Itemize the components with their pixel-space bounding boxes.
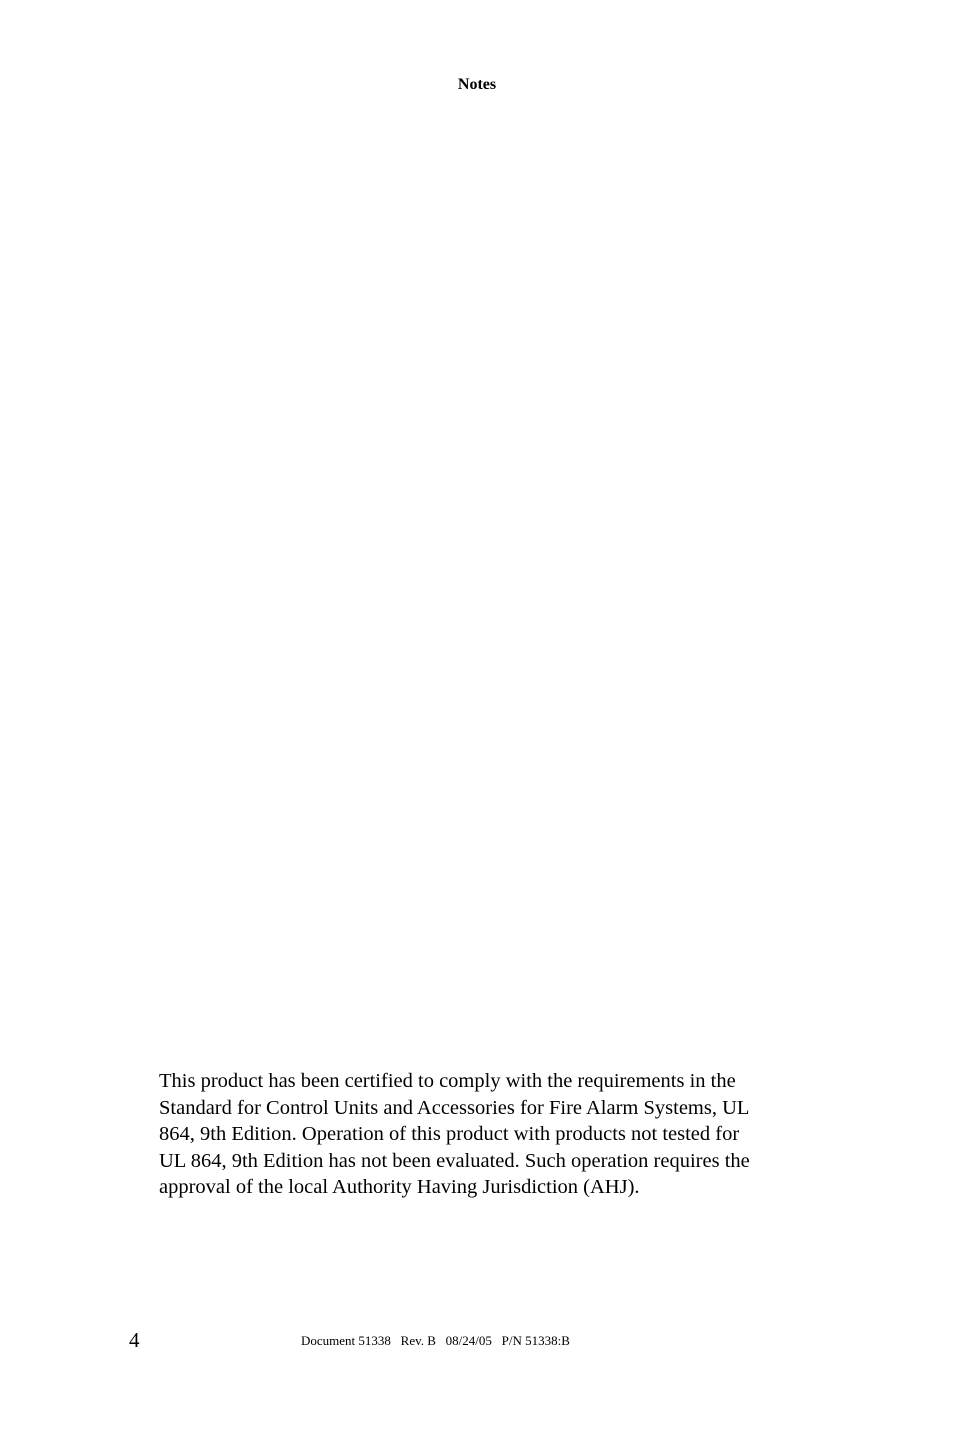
page-number: 4 — [129, 1328, 140, 1352]
page-title: Notes — [457, 76, 497, 93]
notice-line: approval of the local Authority Having Jurisdiction (AHJ). — [159, 1176, 640, 1199]
notice-line: 864, 9th Edition. Operation of this product with products not tested for — [159, 1123, 740, 1146]
document-footer: Document 51338 Rev. B 08/24/05 P/N 51338:B — [301, 1333, 570, 1348]
certification-notice — [159, 1068, 799, 1201]
notice-line: UL 864, 9th Edition has not been evaluated. Such operation requires the — [159, 1149, 750, 1172]
notice-line: Standard for Control Units and Accessories for Fire Alarm Systems, UL — [159, 1096, 750, 1119]
notice-line: This product has been certified to comply with the requirements in the — [159, 1070, 736, 1092]
